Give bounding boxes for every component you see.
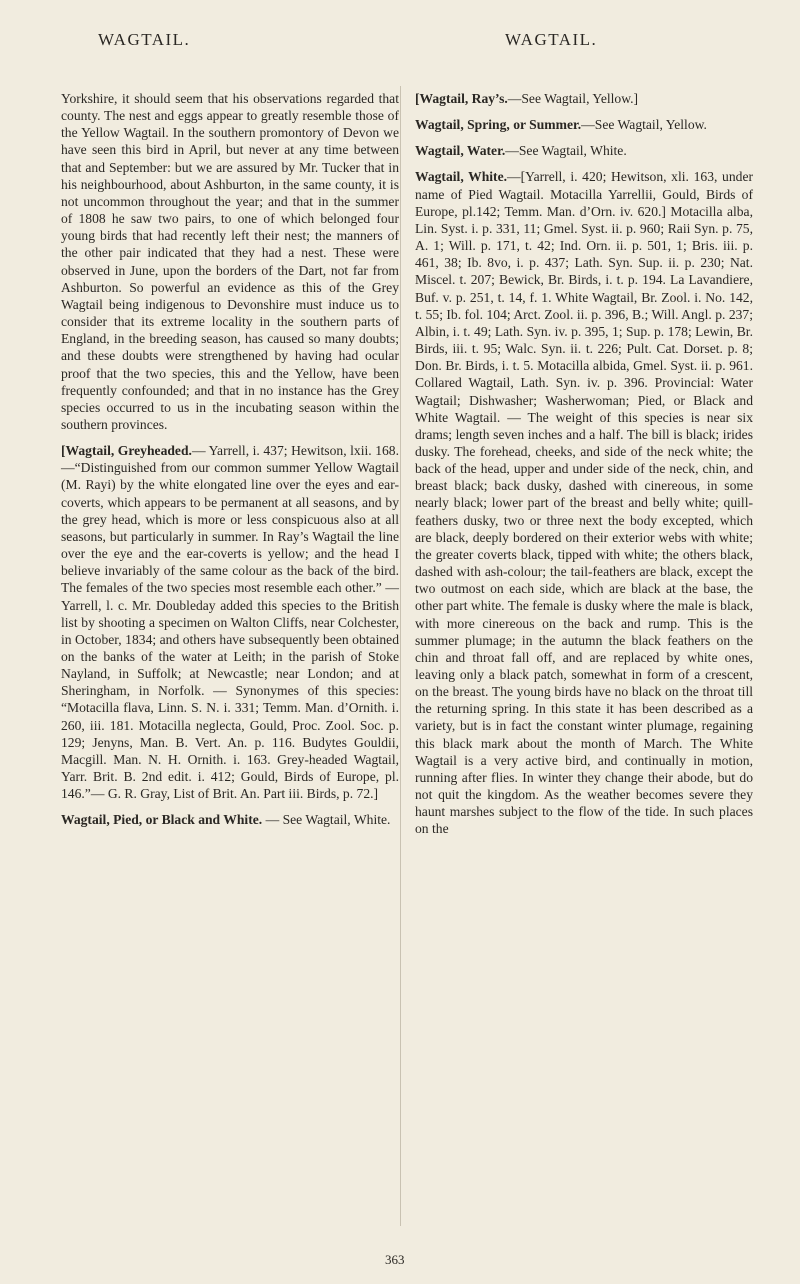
left-column	[61, 90, 399, 829]
entry-text: — Yarrell, i. 437; Hewitson, lxii. 168.—“Distinguished from our common summer Yellow Wagtail (M. Rayi) by the white elongated line over the eyes and ear-coverts, which appears to be permanent at all seasons, and by the grey head, which is more or less conspicuous also at all seasons, but particularly in summer. In Ray’s Wagtail the line over the eye and the ear-coverts is yellow; and the head I believe invariably of the same colour as the back of the bird. The females of the two species most resemble each other.” — Yarrell, l. c. Mr. Doubleday added this species to the British list by shooting a specimen on Walton Cliffs, near Colchester, in October, 1834; and others have subsequently been obtained on the banks of the water at Leith; in the parish of Stoke Nayland, in Suffolk; at Newcastle; near London; and at Sheringham, in Norfolk. — Synonymes of this species: “Motacilla flava, Linn. S. N. i. 331; Temm. Man. d’Ornith. i. 260, iii. 181. Motacilla neglecta, Gould, Proc. Zool. Soc. p. 129; Jenyns, Man. B. Vert. An. p. 116. Budytes Gouldii, Macgill. Man. N. H. Ornith. i. 163. Grey-headed Wagtail, Yarr. Brit. B. 2nd edit. i. 412; Gould, Birds of Europe, pl. 146.”— G. R. Gray, List of Brit. An. Part iii. Birds, p. 72.]	[61, 443, 400, 802]
page-number: 363	[385, 1252, 405, 1267]
entry-heading: Wagtail, White.	[415, 169, 508, 185]
paragraph	[415, 168, 753, 837]
entry-heading: Wagtail, Spring, or Summer.	[415, 117, 582, 133]
column-divider	[400, 86, 401, 1226]
paragraph	[415, 142, 753, 159]
paragraph	[61, 90, 399, 433]
entry-text: —[Yarrell, i. 420; Hewitson, xli. 163, under name of Pied Wagtail. Motacilla Yarrellii, Gould, Birds of Europe, pl.142; Temm. Man. d’Orn. iv. 620.] Motacilla alba, Lin. Syst. i. p. 331, 11; Gmel. Syst. ii. p. 960; Raii Syn. p. 75, A. 1; Will. p. 171, t. 42; Ind. Orn. ii. p. 501, 1; Bris. iii. p. 461, 38; Ib. 8vo, i. p. 437; Lath. Syn. Sup. ii. p. 230; Nat. Miscel. t. 207; Bewick, Br. Birds, i. t. p. 194. La Lavandiere, Buf. v. p. 251, t. 14, f. 1. White Wagtail, Br. Zool. i. No. 142, t. 55; Ib. fol. 104; Arct. Zool. ii. p. 396, B.; Will. Angl. p. 237; Albin, i. t. 49; Lath. Syn. iv. p. 395, 1; Sup. p. 178; Lewin, Br. Birds, iii. t. 95; Walc. Syn. ii. t. 226; Pult. Cat. Dorset. p. 8; Don. Br. Birds, i. t. 5. Motacilla albida, Gmel. Syst. ii. p. 961. Collared Wagtail, Lath. Syn. iv. p. 396. Provincial: Water Wagtail; Dishwasher; Washerwoman; Pied, or Black and White Wagtail. — The weight of this species is near six drams; length seven inches and a half. The bill is black; irides dusky. The forehead, cheeks, and side of the neck white; the back of the head, upper and under side of the neck, chin, and breast black; back dusky, dashed with cinereous, in some nearly black; lower part of the breast and belly white; quill-feathers dusky, two or three next the body excepted, which are black, deeply bordered on their exterior webs with white; the greater coverts black, tipped with white; the others black, dashed with ash-colour; the tail-feathers are black, except the two outmost on each side, which are black at the base, the other part white. The female is dusky where the male is black, with more cinereous on the back and rump. This is the summer plumage; in the autumn the black feathers on the chin and throat fall off, and are replaced by white ones, leaving only a black patch, somewhat in form of a crescent, on the breast. The young birds have no black on the throat till the returning spring. In this state it has been described as a variety, but is in fact the constant winter plumage, regaining this black mark about the month of March. The White Wagtail is a very active bird, and continually in motion, running after flies. In winter they change their abode, but do not quit the kingdom. As the weather becomes severe they haunt marshes subject to the flow of the tide. In such places on the	[415, 169, 753, 837]
entry-heading: [Wagtail, Ray’s.	[415, 91, 508, 106]
running-head-left: WAGTAIL.	[98, 30, 191, 49]
entry-heading: Wagtail, Pied, or Black and White.	[61, 812, 263, 828]
entry-heading: Wagtail, Water.	[415, 143, 506, 159]
paragraph	[415, 116, 753, 133]
entry-text: —See Wagtail, White.	[505, 143, 627, 159]
entry-text: —See Wagtail, Yellow.	[581, 117, 707, 133]
entry-heading: [Wagtail, Greyheaded.	[61, 443, 192, 459]
paragraph	[61, 811, 399, 828]
entry-text: —See Wagtail, Yellow.]	[507, 91, 639, 106]
running-head-right: WAGTAIL.	[505, 30, 598, 49]
paragraph	[61, 442, 399, 802]
right-column	[415, 90, 753, 838]
entry-text: Yorkshire, it should seem that his observations regarded that county. The nest and eggs appear to greatly resemble those of the Yellow Wagtail. In the southern promontory of Devon we have seen this bird in April, but never at any time between that and September: but we are assured by Mr. Tucker that in his neighbourhood, about Ashburton, in the same county, it is not uncommon throughout the year; and that in the summer of 1808 he saw two pairs, to one of which belonged four young birds that had recently left their nest; the manners of the other pair indicated that they had a nest. These were observed in June, upon the borders of the Dart, not far from Ashburton. So powerful an evidence as this of the Grey Wagtail being indigenous to Devonshire must induce us to consider that its extreme locality in the southern parts of England, in the breeding season, has caused so many doubts; and these doubts were strengthened by having had ocular proof that the two species, this and the Yellow, have been frequently confounded; and that in no instance has the Grey species occurred to us in the incubating season within the southern provinces.	[61, 91, 399, 432]
entry-text: — See Wagtail, White.	[262, 812, 391, 828]
paragraph	[415, 90, 753, 107]
